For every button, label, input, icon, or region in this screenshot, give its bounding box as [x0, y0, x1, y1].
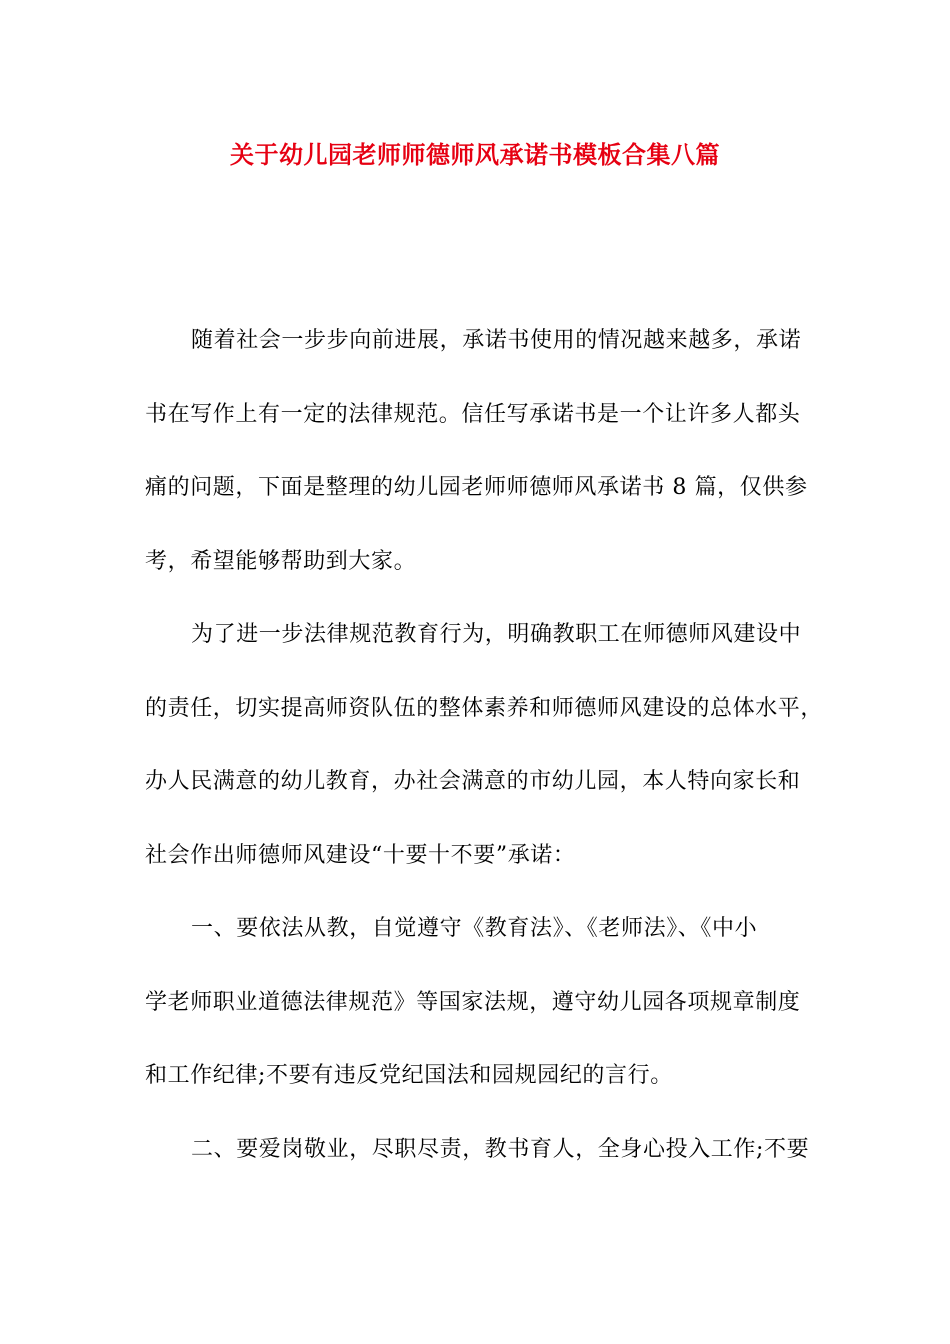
- document-body: [145, 321, 824, 1203]
- paragraph-line: 为了进一步法律规范教育行为，明确教职工在师德师风建设中: [191, 622, 802, 647]
- paragraph-line: 随着社会一步步向前进展，承诺书使用的情况越来越多，承诺: [191, 328, 802, 353]
- paragraph-line: 书在写作上有一定的法律规范。信任写承诺书是一个让许多人都头: [145, 401, 801, 427]
- paragraph-line: 和工作纪律;不要有违反党纪国法和园规园纪的言行。: [145, 1063, 673, 1088]
- paragraph-line: 痛的问题，下面是整理的幼儿园老师师德师风承诺书 8 篇，仅供参: [145, 475, 808, 500]
- paragraph-line: 社会作出师德师风建设“十要十不要”承诺：: [145, 842, 576, 868]
- paragraph-line: 办人民满意的幼儿教育，办社会满意的市幼儿园，本人特向家长和: [145, 769, 801, 794]
- document-title: 关于幼儿园老师师德师风承诺书模板合集八篇: [230, 140, 720, 169]
- paragraph-line: 二、要爱岗敬业，尽职尽责，教书育人，全身心投入工作;不要: [191, 1136, 810, 1162]
- paragraph-line: 考，希望能够帮助到大家。: [145, 548, 417, 574]
- paragraph-line: 的责任，切实提高师资队伍的整体素养和师德师风建设的总体水平，: [145, 695, 824, 721]
- paragraph-line: 一、要依法从教，自觉遵守《教育法》、《老师法》、《中小: [191, 916, 758, 941]
- paragraph-line: 学老师职业道德法律规范》等国家法规，遵守幼儿园各项规章制度: [145, 989, 801, 1015]
